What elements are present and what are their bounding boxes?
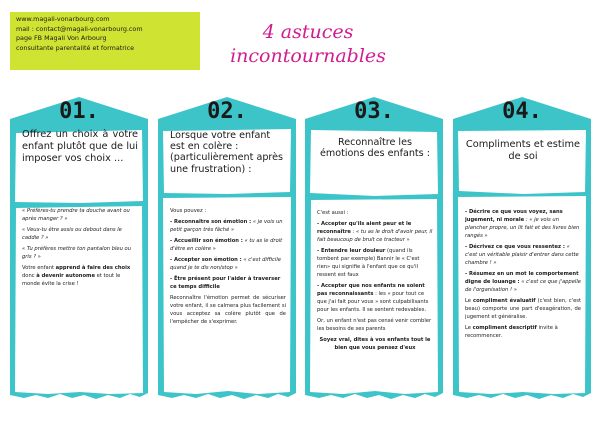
card-2-intro: Vous pouvez :: [170, 208, 207, 214]
tip-card-3: [305, 97, 443, 400]
contact-box: [10, 12, 200, 70]
card-2-heading: Lorsque votre enfant est en colère : (particulièrement après une frustration) :: [170, 130, 284, 175]
website-text: www.magali-vonarbourg.com: [16, 15, 110, 23]
title-line-1: 4 astuces: [262, 21, 354, 43]
page-title: [198, 20, 418, 68]
card-1-body: [22, 207, 138, 393]
card-3-number: 03.: [354, 99, 394, 124]
card-3-intro: C'est aussi :: [317, 210, 349, 216]
card-2-point-1: - Reconnaître son émotion : « je vois un petit garçon très fâché »: [170, 219, 283, 233]
card-4-point-3: - Résumez en un mot le comportement digne de louange : « c'est ce que j'appelle de l'organisation ! »: [465, 271, 581, 293]
card-2-point-2: - Accueillir son émotion : « tu as le droit d'être en colère »: [170, 238, 283, 252]
card-1-heading: Offrez un choix à votre enfant plutôt que de lui imposer vos choix ...: [22, 129, 138, 164]
card-2-body: [170, 207, 286, 393]
role-text: consultante parentalité et formatrice: [16, 43, 135, 52]
facebook-text: page FB Magali Von Arbourg: [16, 34, 107, 43]
card-1-number: 01.: [59, 99, 99, 124]
card-1-example-1: « Préfères-tu prendre ta douche avant ou après manger ? »: [22, 208, 130, 222]
card-2-conclusion: Reconnaître l'émotion permet de sécuriser votre enfant, il se calmera plus facilement si vous acceptez sa colère plutôt que de l'empêcher de s'exprimer.: [170, 295, 286, 325]
title-line-2: incontournables: [230, 45, 386, 67]
card-3-point-3: - Accepter que nos enfants ne soient pas reconnaissants : les « pour tout ce que j'ai fait pour vous » sont culpabilisants pour les enfants. Il se sentent redevables.: [317, 283, 429, 313]
card-4-body: [465, 208, 581, 394]
card-3-point-2: - Entendre leur douleur (quand ils tombent par exemple) Bannir le « C'est rien» qui signifie à l'enfant que ce qu'il ressent est faux: [317, 248, 420, 278]
tip-card-2: [158, 97, 296, 400]
tip-card-4: [453, 97, 591, 400]
card-1-conclusion: Votre enfant apprend à faire des choix donc à devenir autonome et tout le monde évite la crise !: [22, 265, 131, 287]
card-2-point-3: - Accepter son émotion : « c'est difficile quand je te dis non/stop »: [170, 257, 281, 271]
card-4-evaluative: Le compliment évaluatif (c'est bien, c'est beau) comporte une part d'exagération, de jugement et généralise.: [465, 298, 581, 320]
card-2-number: 02.: [207, 99, 247, 124]
card-1-example-2: « Veux-tu être assis ou debout dans le caddie ? »: [22, 227, 122, 241]
card-4-number: 04.: [502, 99, 542, 124]
card-4-point-1: - Décrire ce que vous voyez, sans jugement, ni morale : « je vois un plancher propre, un lit fait et des livres bien rangés »: [465, 209, 580, 239]
card-3-point-1: - Accepter qu'ils aient peur et le reconnaître : « tu as le droit d'avoir peur, il fait beaucoup de bruit ce tracteur »: [317, 221, 433, 243]
card-3-conclusion: Soyez vrai, dites à vos enfants tout le bien que vous pensez d'eux: [319, 337, 431, 351]
card-4-point-2: - Décrivez ce que vous ressentez : « c'est un véritable plaisir d'entrer dans cette chambre ! »: [465, 244, 579, 266]
card-3-note: Or, un enfant n'est pas censé venir combler les besoins de ses parents: [317, 318, 432, 332]
card-1-example-3: « Tu préfères mettre ton pantalon bleu ou gris ? »: [22, 246, 132, 260]
tip-card-1: [10, 97, 148, 400]
card-2-point-4: - Être présent pour l'aider à traverser ce temps difficile: [170, 276, 281, 290]
card-4-descriptive: Le compliment descriptif invite à recommencer.: [465, 325, 558, 339]
card-3-body: [317, 209, 433, 395]
card-4-heading: Compliments et estime de soi: [465, 139, 581, 162]
card-3-heading: Reconnaître les émotions des enfants :: [320, 137, 430, 160]
email-text: mail : contact@magali-vonarbourg.com: [16, 24, 143, 33]
